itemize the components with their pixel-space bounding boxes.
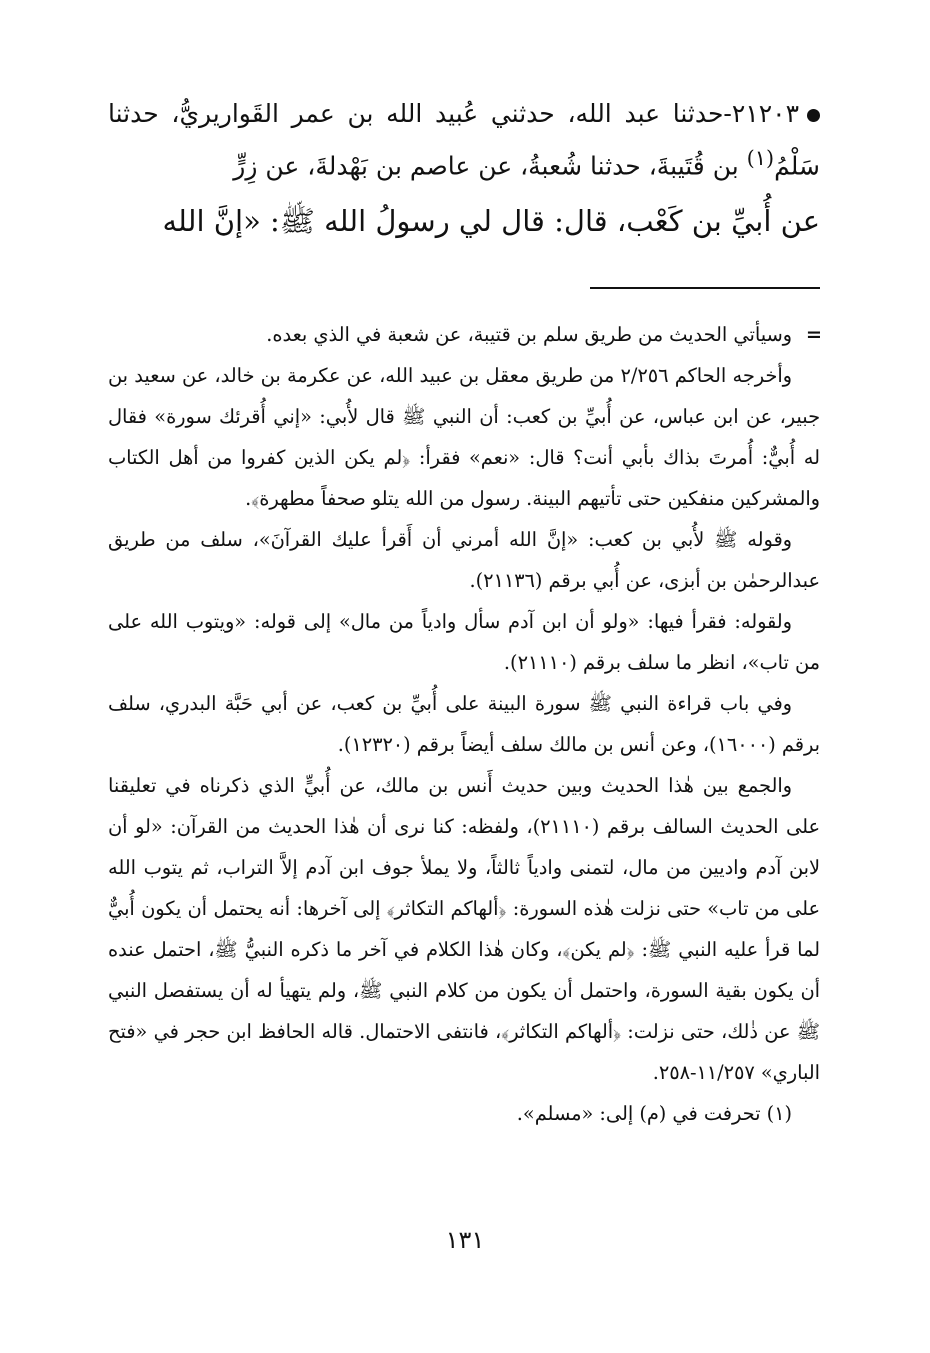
hadith-lead: ٢١٢٠٣-حدثنا عبد الله، حدثني عُبيد الله بن عمر القَواريريُّ، حدثنا سَلْمُ xyxy=(108,99,820,181)
footnotes xyxy=(108,314,820,1134)
note-paragraph: وقوله ﷺ لأُبي بن كعب: «إنَّ الله أمرني أن أَقرأ عليك القرآنَ»، سلف من طريق عبدالرحمٰن بن أبزى، عن أُبي برقم (٢١١٣٦). xyxy=(108,528,820,592)
footnote-1: (١) تحرفت في (م) إلى: «مسلم». xyxy=(516,1102,792,1125)
note-paragraph: = وسيأتي الحديث من طريق سلم بن قتيبة، عن شعبة في الذي بعده. xyxy=(108,314,820,355)
note-paragraph: وأخرجه الحاكم ٢/٢٥٦ من طريق معقل بن عبيد الله، عن عكرمة بن خالد، عن سعيد بن جبير، عن ابن عباس، عن أُبيِّ بن كعب: أن النبي ﷺ قال لأُبي: «إني أُقرئك سورة» فقال له أُبيٌّ: أُمرتَ بذاك بأبي أنت؟ قال: «نعم» فقرأ: ﴿لم يكن الذين كفروا من أهل الكتاب والمشركين منفكين حتى تأتيهم البينة. رسول من الله يتلو صحفاً مطهرة﴾. xyxy=(108,364,820,510)
page-number: ١٣١ xyxy=(445,1226,485,1254)
note-paragraph: ولقوله: فقرأ فيها: «ولو أن ابن آدم سأل وادياً من مال» إلى قوله: «ويتوب الله على من تاب»، انظر ما سلف برقم (٢١١١٠). xyxy=(108,610,820,674)
footnote-reference: (١) xyxy=(746,146,775,170)
footnote-separator xyxy=(590,287,820,289)
bullet-icon xyxy=(807,109,820,122)
hadith-tail: بن قُتَيبةَ، حدثنا شُعبةُ، عن عاصم بن بَهْدلةَ، عن زِرٍّ xyxy=(233,151,739,181)
continuation-marker: = xyxy=(805,323,822,346)
note-paragraph: وفي باب قراءة النبي ﷺ سورة البينة على أُبيِّ بن كعب، عن أبي حَبَّة البدري، سلف برقم (١٦٠٠٠)، وعن أنس بن مالك سلف أيضاً برقم (١٢٣٢٠). xyxy=(108,692,820,756)
note-paragraph: والجمع بين هٰذا الحديث وبين حديث أَنس بن مالك، عن أُبيٍّ الذي ذكرناه في تعليقنا على الحديث السالف برقم (٢١١١٠)، ولفظه: كنا نرى أن هٰذا الحديث من القرآن: «لو أن لابن آدم واديين من مال، لتمنى وادياً ثالثاً، ولا يملأ جوف ابن آدم إلاَّ التراب، ثم يتوب الله على من تاب» حتى نزلت هٰذه السورة: ﴿ألهاكم التكاثر﴾ إلى آخرها: أنه يحتمل أن يكون أُبيٌّ لما قرأ عليه النبي ﷺ: ﴿لم يكن﴾، وكان هٰذا الكلام في آخر ما ذكره النبيُّ ﷺ، احتمل عنده أن يكون بقية السورة، واحتمل أن يكون من كلام النبي ﷺ، ولم يتهيأ له أن يستفصل النبي ﷺ عن ذٰلك، حتى نزلت: ﴿ألهاكم التكاثر﴾، فانتفى الاحتمال. قاله الحافظ ابن حجر في «فتح الباري» ١١/٢٥٧-٢٥٨. xyxy=(108,774,820,1084)
hadith-text xyxy=(108,92,820,252)
hadith-main-line: عن أُبيِّ بن كَعْب، قال: قال لي رسولُ الله ﷺ: «إنَّ الله xyxy=(162,204,820,239)
